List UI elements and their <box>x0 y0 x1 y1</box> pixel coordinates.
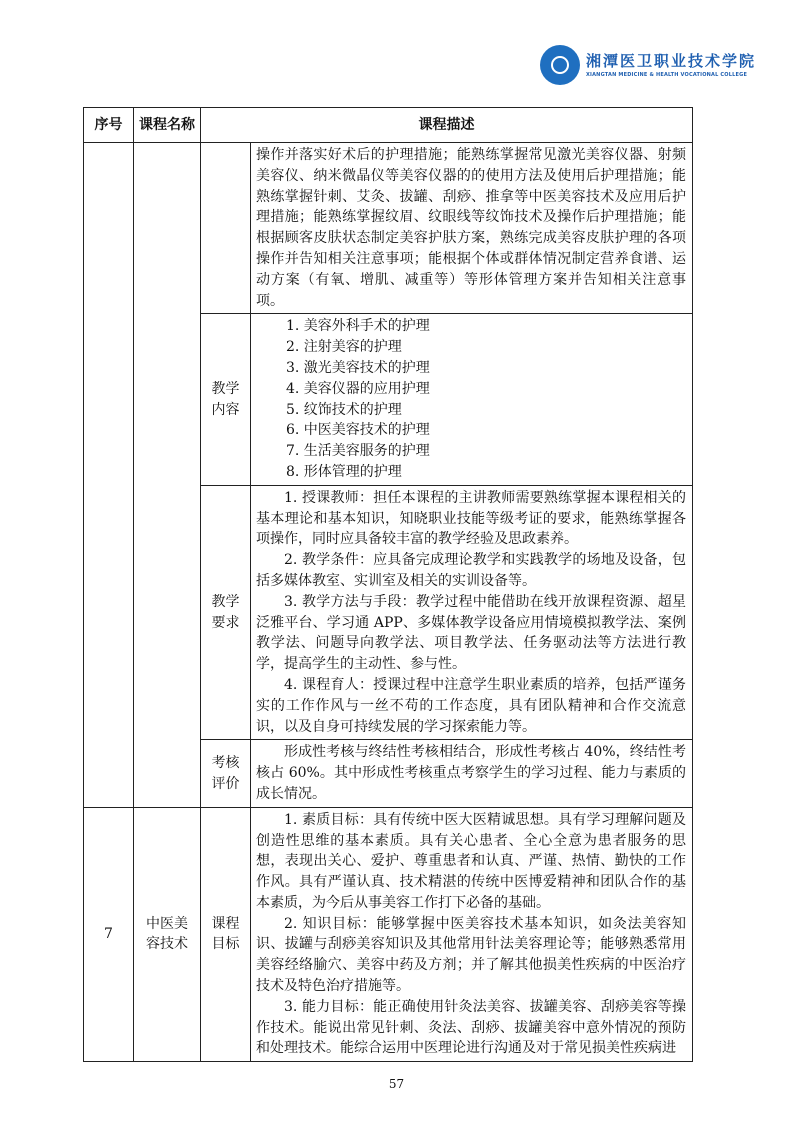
page-number: 57 <box>388 1077 405 1092</box>
logo-chinese-name: 湘潭医卫职业技术学院 <box>586 52 757 70</box>
label-course-goals: 课程目标 <box>201 807 251 1062</box>
list-item: 4. 课程育人：授课过程中注意学生职业素质的培养，包括严谨务实的工作作风与一丝不苟的工作态度，具有团队精神和合作交流意识，以及自身可持续发展的学习探索能力等。 <box>256 676 686 735</box>
label-assessment: 考核评价 <box>201 740 251 807</box>
header-course-name: 课程名称 <box>134 108 201 143</box>
header-index: 序号 <box>84 108 134 143</box>
assessment-text: 形成性考核与终结性考核相结合，形成性考核占 40%，终结性考核占 60%。其中形成性考核重点考察学生的学习过程、能力与素质的成长情况。 <box>251 740 693 807</box>
course-goals <box>251 807 693 1062</box>
table-row <box>84 807 693 1062</box>
teaching-requirements <box>251 485 693 740</box>
logo-english-name: XIANGTAN MEDICINE & HEALTH VOCATIONAL COLLEGE <box>586 72 748 78</box>
list-item: 5. 纹饰技术的护理 <box>286 401 402 418</box>
goal-continuation: 操作并落实好术后的护理措施；能熟练掌握常见激光美容仪器、射频美容仪、纳米微晶仪等美容仪器的的使用方法及使用后护理措施；能熟练掌握针刺、艾灸、拔罐、刮痧、推拿等中医美容技术及应用后护理措施；能熟练掌握纹眉、纹眼线等纹饰技术及操作后护理措施；能根据顾客皮肤状态制定美容护肤方案，熟练完成美容皮肤护理的各项操作并告知相关注意事项；能根据个体或群体情况制定营养食谱、运动方案（有氧、增肌、减重等）等形体管理方案并告知相关注意事项。 <box>251 143 693 314</box>
table-header-row <box>84 108 693 143</box>
list-item: 1. 美容外科手术的护理 <box>286 318 430 335</box>
label-teaching-content: 教学内容 <box>201 314 251 485</box>
list-item: 3. 教学方法与手段：教学过程中能借助在线开放课程资源、超星泛雅平台、学习通 APP、多媒体教学设备应用情境模拟教学法、案例教学法、问题导向教学法、项目教学法、任务驱动法等方法进行教学，提高学生的主动性、参与性。 <box>256 593 686 673</box>
list-item: 1. 素质目标：具有传统中医大医精诚思想。具有学习理解问题及创造性思维的基本素质。具有关心患者、全心全意为患者服务的思想，表现出关心、爱护、尊重患者和认真、严谨、热情、勤快的工作作风。具有严谨认真、技术精湛的传统中医博爱精神和团队合作的基本素质，为今后从事美容工作打下必备的基础。 <box>256 811 686 911</box>
college-logo <box>540 45 756 85</box>
college-seal-icon <box>540 45 580 85</box>
teaching-content-list <box>251 314 693 485</box>
list-item: 2. 注射美容的护理 <box>286 339 402 356</box>
list-item: 3. 激光美容技术的护理 <box>286 359 430 376</box>
list-item: 2. 知识目标：能够掌握中医美容技术基本知识，如灸法美容知识、拔罐与刮痧美容知识及其他常用针法美容理论等；能够熟悉常用美容经络腧穴、美容中药及方剂；并了解其他损美性疾病的中医治疗技术及特色治疗措施等。 <box>256 915 686 995</box>
list-item: 7. 生活美容服务的护理 <box>286 443 430 460</box>
header-course-description: 课程描述 <box>201 108 693 143</box>
list-item: 1. 授课教师：担任本课程的主讲教师需要熟练掌握本课程相关的基本理论和基本知识，知晓职业技能等级考证的要求，能熟练掌握各项操作，同时应具备较丰富的教学经验及思政素养。 <box>256 489 686 548</box>
list-item: 2. 教学条件：应具备完成理论教学和实践教学的场地及设备，包括多媒体教室、实训室及相关的实训设备等。 <box>256 552 686 589</box>
list-item: 6. 中医美容技术的护理 <box>286 422 430 439</box>
list-item: 4. 美容仪器的应用护理 <box>286 380 430 397</box>
course-name: 中医美容技术 <box>134 807 201 1062</box>
list-item: 3. 能力目标：能正确使用针灸法美容、拔罐美容、刮痧美容等操作技术。能说出常见针刺、灸法、刮痧、拔罐美容中意外情况的预防和处理技术。能综合运用中医理论进行沟通及对于常见损美性疾病进 <box>256 998 686 1057</box>
course-table <box>83 107 693 1062</box>
list-item: 8. 形体管理的护理 <box>286 463 402 480</box>
label-teaching-requirements: 教学要求 <box>201 485 251 740</box>
row-index: 7 <box>84 807 134 1062</box>
table-row <box>84 143 693 314</box>
